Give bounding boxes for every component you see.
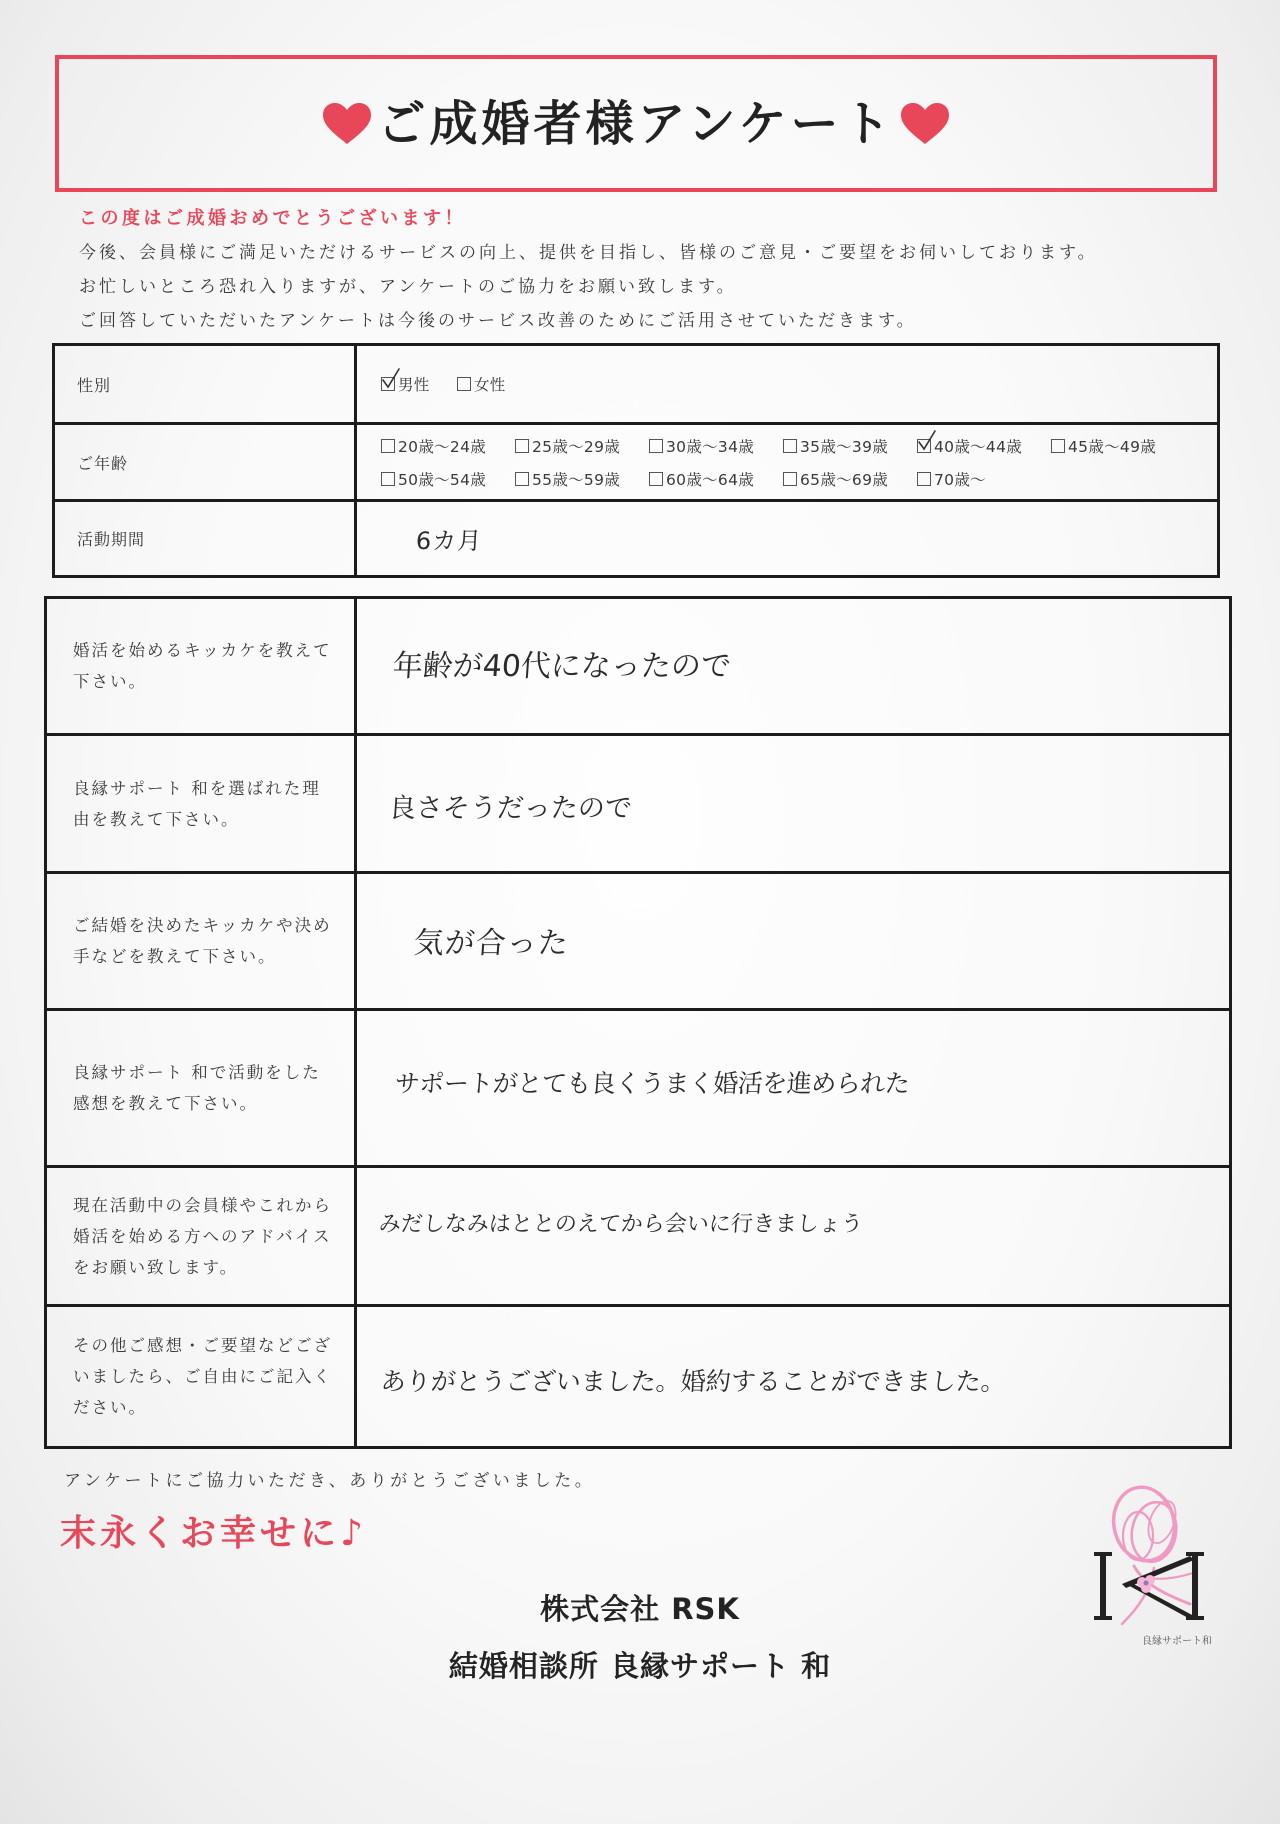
logo-caption: 良縁サポート和 (1142, 1636, 1212, 1647)
checkbox (381, 439, 395, 453)
age-option (917, 435, 1051, 457)
checkbox (515, 439, 529, 453)
gender-option (381, 373, 457, 395)
checkbox (917, 472, 931, 486)
question-line: 現在活動中の会員様やこれから (73, 1195, 332, 1215)
question-line: その他ご感想・ご要望などござ (73, 1336, 332, 1355)
logo-ribbon (1107, 1482, 1196, 1624)
age-option (381, 468, 515, 490)
age-option-label: 60歳～64歳 (666, 470, 755, 489)
period-row (55, 499, 1217, 575)
answer-cell (357, 874, 1229, 1008)
question-text (47, 1011, 357, 1165)
checkbox (649, 472, 663, 486)
question-line: 良縁サポート 和を選ばれた理 (73, 778, 321, 798)
agency-name: 結婚相談所 良縁サポート 和 (448, 1649, 832, 1683)
answer-cell (357, 1168, 1229, 1304)
age-option-label: 35歳～39歳 (800, 437, 889, 456)
age-option-label: 30歳～34歳 (666, 437, 755, 456)
check-mark-icon (381, 368, 401, 390)
checkbox (515, 472, 529, 486)
question-line: 感想を教えて下さい。 (73, 1094, 258, 1113)
gender-options (381, 373, 533, 395)
period-answer: 6カ月 (415, 527, 483, 555)
handwritten-answer: サポートがとても良くうまく婚活を進められた (393, 1069, 911, 1098)
question-text (47, 736, 357, 871)
question-line: いましたら、ご自由にご記入く (73, 1367, 332, 1386)
age-option (381, 435, 515, 457)
age-row (55, 422, 1217, 499)
age-option-label: 50歳～54歳 (398, 470, 487, 489)
page-title: ご成婚者様アンケート (377, 95, 895, 152)
question-line: をお願い致します。 (73, 1257, 239, 1277)
company-name: 株式会社 RSK (540, 1592, 740, 1626)
age-label: ご年齢 (55, 425, 357, 499)
question-line: ださい。 (73, 1398, 147, 1417)
question-text (47, 874, 357, 1008)
checkbox (1051, 439, 1065, 453)
question-line: ご結婚を決めたキッカケや決め (73, 916, 332, 935)
question-text (47, 1307, 357, 1446)
question-text (47, 1168, 357, 1304)
handwritten-answer: 年齢が40代になったので (391, 649, 733, 684)
handwritten-answer: 気が合った (412, 926, 570, 961)
profile-table (52, 343, 1220, 578)
checkbox (783, 439, 797, 453)
questions-table (44, 596, 1232, 1449)
question-line: 婚活を始めるキッカケを教えて (73, 641, 332, 660)
intro-line: ご回答していただいたアンケートは今後のサービス改善のためにご活用させていただきます。 (79, 311, 917, 331)
question-row (47, 733, 1229, 871)
question-row (47, 871, 1229, 1008)
answer-cell (357, 736, 1229, 871)
age-option-label: 65歳～69歳 (800, 470, 889, 489)
wish-message: 末永くお幸せに♪ (60, 1513, 367, 1554)
gender-option-label: 女性 (474, 376, 506, 394)
intro-block (79, 202, 1098, 338)
age-value (357, 425, 1217, 499)
period-value (357, 502, 1217, 575)
age-option (515, 435, 649, 457)
congrats-message: この度はご成婚おめでとうございます！ (79, 208, 466, 229)
age-option-label: 20歳～24歳 (398, 437, 487, 456)
age-option (1051, 435, 1185, 457)
age-option-label: 40歳～44歳 (934, 437, 1023, 456)
gender-option-label: 男性 (398, 376, 430, 394)
age-option (649, 468, 783, 490)
period-label: 活動期間 (55, 502, 357, 575)
age-options-line (381, 429, 1185, 462)
gender-row (55, 346, 1217, 422)
handwritten-answer: みだしなみはととのえてから会いに行きましょう (377, 1211, 864, 1237)
checkbox (381, 472, 395, 486)
age-options (381, 429, 1185, 495)
question-row (47, 1008, 1229, 1165)
age-option (783, 435, 917, 457)
age-option (649, 435, 783, 457)
question-line: 良縁サポート 和で活動をした (73, 1063, 321, 1082)
age-option-label: 70歳～ (934, 470, 986, 489)
checkbox (917, 439, 931, 453)
question-text (47, 599, 357, 733)
answer-cell (357, 1307, 1229, 1446)
gender-option (457, 373, 533, 395)
age-option-label: 45歳～49歳 (1068, 437, 1157, 456)
question-line: 下さい。 (73, 672, 147, 691)
heart-icon (323, 103, 371, 145)
answer-cell (357, 1011, 1229, 1165)
checkbox (783, 472, 797, 486)
intro-line: 今後、会員様にご満足いただけるサービスの向上、提供を目指し、皆様のご意見・ご要望をお伺いしております。 (79, 243, 1098, 263)
thanks-message: アンケートにご協力いただき、ありがとうございました。 (64, 1471, 596, 1491)
question-row (47, 599, 1229, 733)
age-option-label: 55歳～59歳 (532, 470, 621, 489)
question-line: 由を教えて下さい。 (73, 809, 240, 829)
gender-value (357, 346, 1217, 422)
title-box (55, 55, 1217, 192)
intro-line: お忙しいところ恐れ入りますが、アンケートのご協力をお願い致します。 (79, 277, 737, 297)
checkbox (649, 439, 663, 453)
question-line: 婚活を始める方へのアドバイス (73, 1226, 332, 1246)
age-option (917, 468, 1051, 490)
answer-cell (357, 599, 1229, 733)
checkbox (457, 377, 471, 391)
question-row (47, 1165, 1229, 1304)
checkbox (381, 377, 395, 391)
age-option (783, 468, 917, 490)
age-options-line (381, 462, 1185, 495)
heart-icon (901, 103, 949, 145)
gender-label: 性別 (55, 346, 357, 422)
check-mark-icon (917, 430, 937, 452)
company-logo (1092, 1482, 1216, 1654)
question-row (47, 1304, 1229, 1446)
age-option-label: 25歳～29歳 (532, 437, 621, 456)
question-line: 手などを教えて下さい。 (73, 947, 277, 966)
age-option (515, 468, 649, 490)
handwritten-answer: ありがとうございました。婚約することができました。 (379, 1366, 1007, 1396)
handwritten-answer: 良さそうだったので (387, 793, 633, 824)
